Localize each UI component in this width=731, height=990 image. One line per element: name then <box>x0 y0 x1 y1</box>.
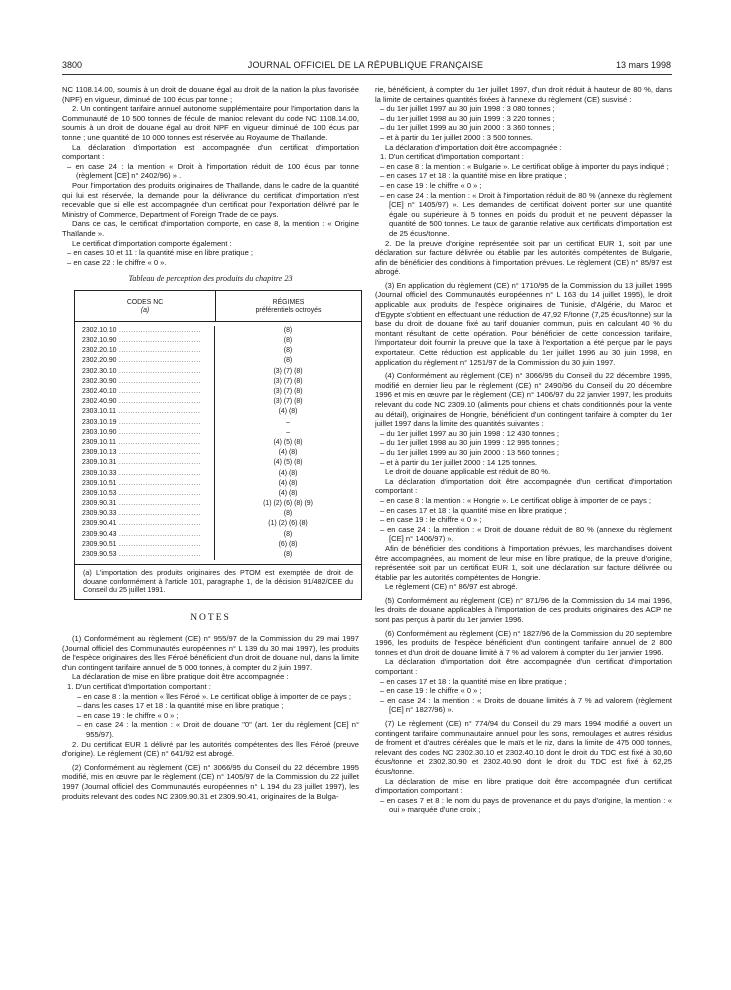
regime-cell: (4) (5) (8) <box>273 438 303 446</box>
paragraph: – en cases 17 et 18 : la quantité mise en libre pratique ; <box>380 171 567 181</box>
paragraph: Le droit de douane applicable est réduit de 80 %. <box>385 467 551 477</box>
regime-cell: (4) (8) <box>278 408 298 416</box>
paragraph: – du 1er juillet 1997 au 30 juin 1998 : 3 080 tonnes ; <box>380 104 555 114</box>
table-row <box>75 418 361 428</box>
paragraph: NC 1108.14.00, soumis à un droit de douane égal au droit de la nation la plus favorisée (NPF) en vigueur, diminué de 100 écus par tonne ; <box>62 85 359 104</box>
paragraph: – en case 8 : la mention « îles Féroé ». Le certificat oblige à importer de ce pays ; <box>77 691 351 701</box>
header-codes-sub: (a) <box>140 306 150 314</box>
table-row <box>75 469 361 479</box>
right-column <box>375 85 672 815</box>
paragraph: – en case 19 : le chiffre « 0 » ; <box>380 686 482 696</box>
nc-code-cell: 2309.90.31 ..... <box>75 499 215 509</box>
regime-cell: (4) (8) <box>278 449 298 457</box>
paragraph: – en case 22 : le chiffre « 0 ». <box>67 257 167 267</box>
paragraph: – du 1er juillet 1997 au 30 juin 1998 : 12 430 tonnes ; <box>380 428 560 438</box>
journal-title: JOURNAL OFFICIEL DE LA RÉPUBLIQUE FRANÇAISE <box>247 60 484 70</box>
paragraph: La déclaration de mise en libre pratique doit être accompagnée : <box>72 672 289 682</box>
paragraph: – en cases 10 et 11 : la quantité mise en libre pratique ; <box>67 248 254 258</box>
regime-cell: (4) (8) <box>278 489 298 497</box>
tariff-table <box>74 290 362 601</box>
paragraph: – du 1er juillet 1999 au 30 juin 2000 : 3 360 tonnes ; <box>380 123 555 133</box>
paragraph: – en case 24 : la mention : « Droit de douane réduit de 80 % (annexe du règlement [CE] n° 1406/97) ». <box>380 524 672 544</box>
table-row <box>75 499 361 509</box>
paragraph: (1) Conformément au règlement (CE) n° 955/97 de la Commission du 29 mai 1997 (Journal officiel des Communautés européennes n° L 139 du 30 mai 1997), les produits de l'espèce originaires des îles Féroé bénéficient d'un droit de douane nul, dans la limite d'un contingent tarifaire annuel de 5 000 tonnes, à compter du 2 juin 1997. <box>62 634 359 672</box>
regime-cell: (8) <box>283 530 293 538</box>
paragraph: – en case 8 : la mention : « Hongrie ». Le certificat oblige à importer de ce pays ; <box>380 495 651 505</box>
page-header <box>0 60 731 78</box>
paragraph: Le règlement (CE) n° 86/97 est abrogé. <box>385 582 518 592</box>
paragraph: – et à partir du 1er juillet 2000 : 14 125 tonnes. <box>380 457 538 467</box>
header-regimes-sub: préférentiels octroyés <box>255 306 322 314</box>
paragraph: – en case 24 : la mention « Droit à l'importation réduit de 100 écus par tonne (règlement [CE] n° 2402/96) » . <box>67 161 359 181</box>
paragraph: Dans ce cas, le certificat d'importation comporte, en case 8, la mention : « Origine Thaïlande ». <box>62 219 359 238</box>
paragraph: 2. Du certificat EUR 1 délivré par les autorités compétentes des îles Féroé (preuve d'origine). Le règlement (CE) n° 641/92 est abrogé. <box>62 739 359 759</box>
table-row <box>75 530 361 540</box>
paragraph: (5) Conformément au règlement (CE) n° 871/96 de la Commission du 14 mai 1996, les droits de douane applicables à l'importation de ces produits originaires des ACP ne sont pas perçus à partir du 1er janvier 1996. <box>375 595 672 625</box>
paragraph: – en case 24 : la mention : « Droit à l'importation réduit de 80 % (annexe du règlement [CE] n° 1405/97) ». Les demandes de certificat doivent porter sur une quantité égale ou supérieure à 5 tonnes en poids du produit et ne peuvent dépasser la quantité de 500 tonnes. Le taux de garantie relative aux certificats d'importation est de 25 écus/tonne. <box>380 190 672 238</box>
regime-cell: (4) (8) <box>278 479 298 487</box>
nc-code-cell: 2309.10.51 ..... <box>75 479 215 489</box>
paragraph: 1. D'un certificat d'importation comportant : <box>67 681 211 691</box>
paragraph: – en case 24 : la mention : « Droit de douane "0" (art. 1er du règlement [CE] n° 955/97). <box>77 720 359 739</box>
regime-cell: (3) (7) (8) <box>273 398 303 406</box>
table-row <box>75 428 361 438</box>
table-row <box>75 489 361 499</box>
paragraph: La déclaration d'importation doit être accompagnée d'un certificat d'importation comportant : <box>375 476 672 496</box>
regime-cell: – <box>286 428 290 436</box>
header-codes-label: CODES NC <box>126 298 164 306</box>
table-row <box>75 438 361 448</box>
nc-code-cell: 2302.30.10 ..... <box>75 367 215 377</box>
nc-code-cell: 2309.90.43 ..... <box>75 530 215 540</box>
paragraph: – en case 19 : le chiffre « 0 » ; <box>380 515 482 525</box>
nc-code-cell: 2302.30.90 ..... <box>75 377 215 387</box>
table-row <box>75 540 361 550</box>
paragraph: – en cases 17 et 18 : la quantité mise en libre pratique ; <box>380 505 567 515</box>
regime-cell: (3) (7) (8) <box>273 388 303 395</box>
nc-code-cell: 2309.10.13 ..... <box>75 448 215 458</box>
nc-code-cell: 2309.10.53 ..... <box>75 489 215 499</box>
regime-cell: (1) (2) (6) (8) (9) <box>263 500 313 508</box>
table-row <box>75 448 361 458</box>
left-bottom-paragraphs <box>62 634 359 801</box>
paragraph: La déclaration d'importation doit être accompagnée d'un certificat d'importation comportant : <box>375 657 672 677</box>
regime-cell: (8) <box>283 357 293 365</box>
paragraph: (3) En application du règlement (CE) n° 1710/95 de la Commission du 13 juillet 1995 (Journal officiel des Communautés européennes n° L 163 du 14 juillet 1995), le droit applicable aux produits de l'espèce originaires de Tunisie, d'Algérie, du Maroc et d'Egypte s'obtient en effectuant une réduction de 47,92 F/tonne (7,25 écus/tonne) sur la base du droit de douane fixé au tarif douanier commun, puis en calculant 40 % du montant résultant de cette opération. Pour bénéficier de cette concession tarifaire, l'importateur doit fournir la preuve que la taxe à l'exportation a été perçue par le pays exportateur. Cette réduction est applicable du 1er juillet 1996 au 30 juin 1998, en application du règlement n° 1251/97 de la Commission du 30 juin 1997. <box>375 280 672 367</box>
nc-code-cell: 2309.90.53 ..... <box>75 550 215 560</box>
nc-code-cell: 2309.90.41 ..... <box>75 519 215 529</box>
paragraph: – et à partir du 1er juillet 2000 : 3 500 tonnes. <box>380 132 533 142</box>
table-row <box>75 336 361 346</box>
nc-code-cell: 2302.40.10 ..... <box>75 387 215 397</box>
paragraph: Pour l'importation des produits originaires de Thaïlande, dans le cadre de la quantité qui lui est réservée, la demande pour la délivrance du certificat d'importation n'est recevable que si elle est accompagnée d'un certificat pour l'exportation délivré par le Ministry of Commerce, Department of Foreign Trade de ce pays. <box>62 180 359 219</box>
table-row <box>75 346 361 356</box>
regime-cell: (3) (7) (8) <box>273 377 303 385</box>
table-row <box>75 550 361 560</box>
left-top-paragraphs <box>62 85 359 267</box>
paragraph: La déclaration de mise en libre pratique doit être accompagnée d'un certificat d'importation comportant : <box>375 776 672 796</box>
paragraph: rie, bénéficient, à compter du 1er juillet 1997, d'un droit réduit à hauteur de 80 %, dans la limite de certaines quantités fixées à l'annexe du règlement (CE) susvisé : <box>375 85 672 104</box>
table-caption: Tableau de perception des produits du chapitre 23 <box>128 274 293 284</box>
table-row <box>75 387 361 397</box>
table-row <box>75 356 361 366</box>
paragraph: – dans les cases 17 et 18 : la quantité mise en libre pratique ; <box>77 701 284 711</box>
table-row <box>75 479 361 489</box>
nc-code-cell: 2302.40.90 ..... <box>75 397 215 407</box>
table-row <box>75 326 361 336</box>
table-row <box>75 458 361 468</box>
right-paragraphs <box>375 85 672 815</box>
table-footnote: (a) L'importation des produits originaires des PTOM est exemptée de droit de douane conformément à l'article 101, paragraphe 1, de la décision 91/482/CEE du Conseil du 25 juillet 1991. <box>75 564 361 599</box>
paragraph: Le certificat d'importation comporte également : <box>72 238 232 248</box>
table-row <box>75 407 361 417</box>
nc-code-cell: 2303.10.11 ..... <box>75 407 215 417</box>
paragraph: (4) Conformément au règlement (CE) n° 3066/95 du Conseil du 22 décembre 1995, modifié en dernier lieu par le règlement (CE) n° 2490/96 du Conseil du 20 décembre 1996 et mis en œuvre par le règlement (CE) n° 1406/97 du 22 janvier 1997, les produits relevant du code NC 2309.10 (aliments pour chiens et chats conditionnés pour la vente au détail), originaires de Hongrie, bénéficient d'un contingent tarifaire à compter du 1er juillet 1997 dans la limite des quantités suivantes : <box>375 371 672 429</box>
table-row <box>75 397 361 407</box>
regime-cell: (8) <box>283 347 293 355</box>
regime-cell: – <box>286 418 290 426</box>
paragraph: – en case 24 : la mention : « Droits de douane limités à 7 % ad valorem (règlement [CE] n° 1827/96) ». <box>380 695 672 715</box>
nc-code-cell: 2309.10.33 ..... <box>75 469 215 479</box>
paragraph: – en cases 17 et 18 : la quantité mise en libre pratique ; <box>380 676 567 686</box>
nc-code-cell: 2309.90.51 ..... <box>75 540 215 550</box>
nc-code-cell: 2309.10.11 ..... <box>75 438 215 448</box>
nc-code-cell: 2309.90.33 ..... <box>75 509 215 519</box>
paragraph: La déclaration d'importation doit être accompagnée : <box>385 142 562 152</box>
nc-code-cell: 2309.10.31 ..... <box>75 458 215 468</box>
paragraph: Afin de bénéficier des conditions à l'importation prévues, les marchandises doivent être accompagnées, au moment de leur mise en libre pratique, de la preuve d'origine, représentée soit par un certificat EUR 1, soit une déclaration sur facture délivrée ou établie par les autorités compétentes de Hongrie. <box>375 543 672 582</box>
paragraph: (6) Conformément au règlement (CE) n° 1827/96 de la Commission du 20 septembre 1996, les produits de l'espèce bénéficient d'un contingent tarifaire annuel de 2 800 tonnes et d'un droit de douane limité à 7 % ad valorem à compter du 1er janvier 1996. <box>375 628 672 657</box>
nc-code-cell: 2302.20.10 ..... <box>75 346 215 356</box>
nc-code-cell: 2303.10.90 ..... <box>75 428 215 438</box>
notes-heading: NOTES <box>190 613 231 624</box>
paragraph: – en cases 7 et 8 : le nom du pays de provenance et du pays d'origine, la mention : « oui » marquée d'une croix ; <box>380 795 672 815</box>
regime-cell: (8) <box>283 551 293 558</box>
table-row <box>75 509 361 519</box>
regime-cell: (6) (8) <box>278 540 298 548</box>
regime-cell: (4) (5) (8) <box>273 459 303 467</box>
nc-code-cell: 2302.20.90 ..... <box>75 356 215 366</box>
table-row <box>75 367 361 377</box>
paragraph: 2. Un contingent tarifaire annuel autonome supplémentaire pour l'importation dans la Communauté de 10 500 tonnes de fécule de manioc relevant du code NC 1108.14.00, soumis à un droit de douane égal au droit NPF en vigueur diminué de 100 écus par tonne ; une quantité de 10 000 tonnes est réservée au Royaume de Thaïlande. <box>62 104 359 142</box>
paragraph: – du 1er juillet 1998 au 30 juin 1999 : 3 220 tonnes ; <box>380 113 555 123</box>
paragraph: – en case 19 : le chiffre « 0 » ; <box>380 180 482 190</box>
left-column <box>62 85 359 801</box>
page-number: 3800 <box>62 60 83 70</box>
paragraph: 2. De la preuve d'origine représentée soit par un certificat EUR 1, soit par une déclaration sur facture délivrée ou établie par les autorités compétentes de Bulgarie, afin de bénéficier des conditions à l'importation prévues. Le règlement (CE) n° 85/97 est abrogé. <box>375 238 672 277</box>
regime-cell: (1) (2) (6) (8) <box>268 520 308 528</box>
table-row <box>75 377 361 387</box>
paragraph: (7) Le règlement (CE) n° 774/94 du Conseil du 29 mars 1994 modifié a ouvert un contingent tarifaire communautaire annuel pour les sons, remoulages et autres résidus de froment et d'autres céréales que le maïs et le riz, dans la limite de 475 000 tonnes, relevant des codes NC 2302.30.10 et 2302.40.10 dont le droit du TDC est fixé à 30,60 écus/tonne et 2302.30.90 et 2302.40.90 dont le droit du TDC est fixé à 62,25 écus/tonne. <box>375 719 672 776</box>
header-rule <box>62 74 672 75</box>
table-header <box>75 291 361 322</box>
nc-code-cell: 2302.10.10 ..... <box>75 326 215 336</box>
paragraph: La déclaration d'importation est accompagnée d'un certificat d'importation comportant : <box>62 142 359 162</box>
regime-cell: (8) <box>283 337 293 345</box>
issue-date: 13 mars 1998 <box>615 60 671 70</box>
nc-code-cell: 2303.10.19 ..... <box>75 418 215 428</box>
table-body <box>75 322 361 564</box>
table-header-codes <box>75 291 216 321</box>
paragraph: – en case 19 : le chiffre « 0 » ; <box>77 710 179 720</box>
header-regimes-label: RÉGIMES <box>272 298 305 306</box>
table-header-regimes <box>216 291 361 321</box>
regime-cell: (3) (7) (8) <box>273 367 303 375</box>
paragraph: 1. D'un certificat d'importation comportant : <box>380 152 524 162</box>
regime-cell: (8) <box>283 326 293 334</box>
paragraph: (2) Conformément au règlement (CE) n° 3066/95 du Conseil du 22 décembre 1995 modifié, mis en œuvre par le règlement (CE) n° 1405/97 de la Commission du 22 juillet 1997 (Journal officiel des Communautés européennes n° L 194 du 23 juillet 1997), les produits relevant des codes NC 2309.90.31 et 2309.90.41, originaires de la Bulga- <box>62 762 359 801</box>
paragraph: – du 1er juillet 1999 au 30 juin 2000 : 13 560 tonnes ; <box>380 447 560 457</box>
regime-cell: (8) <box>283 510 293 518</box>
regime-cell: (4) (8) <box>278 469 298 477</box>
paragraph: – en case 8 : la mention : « Bulgarie ». Le certificat oblige à importer du pays indiqué ; <box>380 161 669 171</box>
paragraph: – du 1er juillet 1998 au 30 juin 1999 : 12 995 tonnes ; <box>380 438 560 448</box>
nc-code-cell: 2302.10.90 ..... <box>75 336 215 346</box>
table-row <box>75 519 361 529</box>
